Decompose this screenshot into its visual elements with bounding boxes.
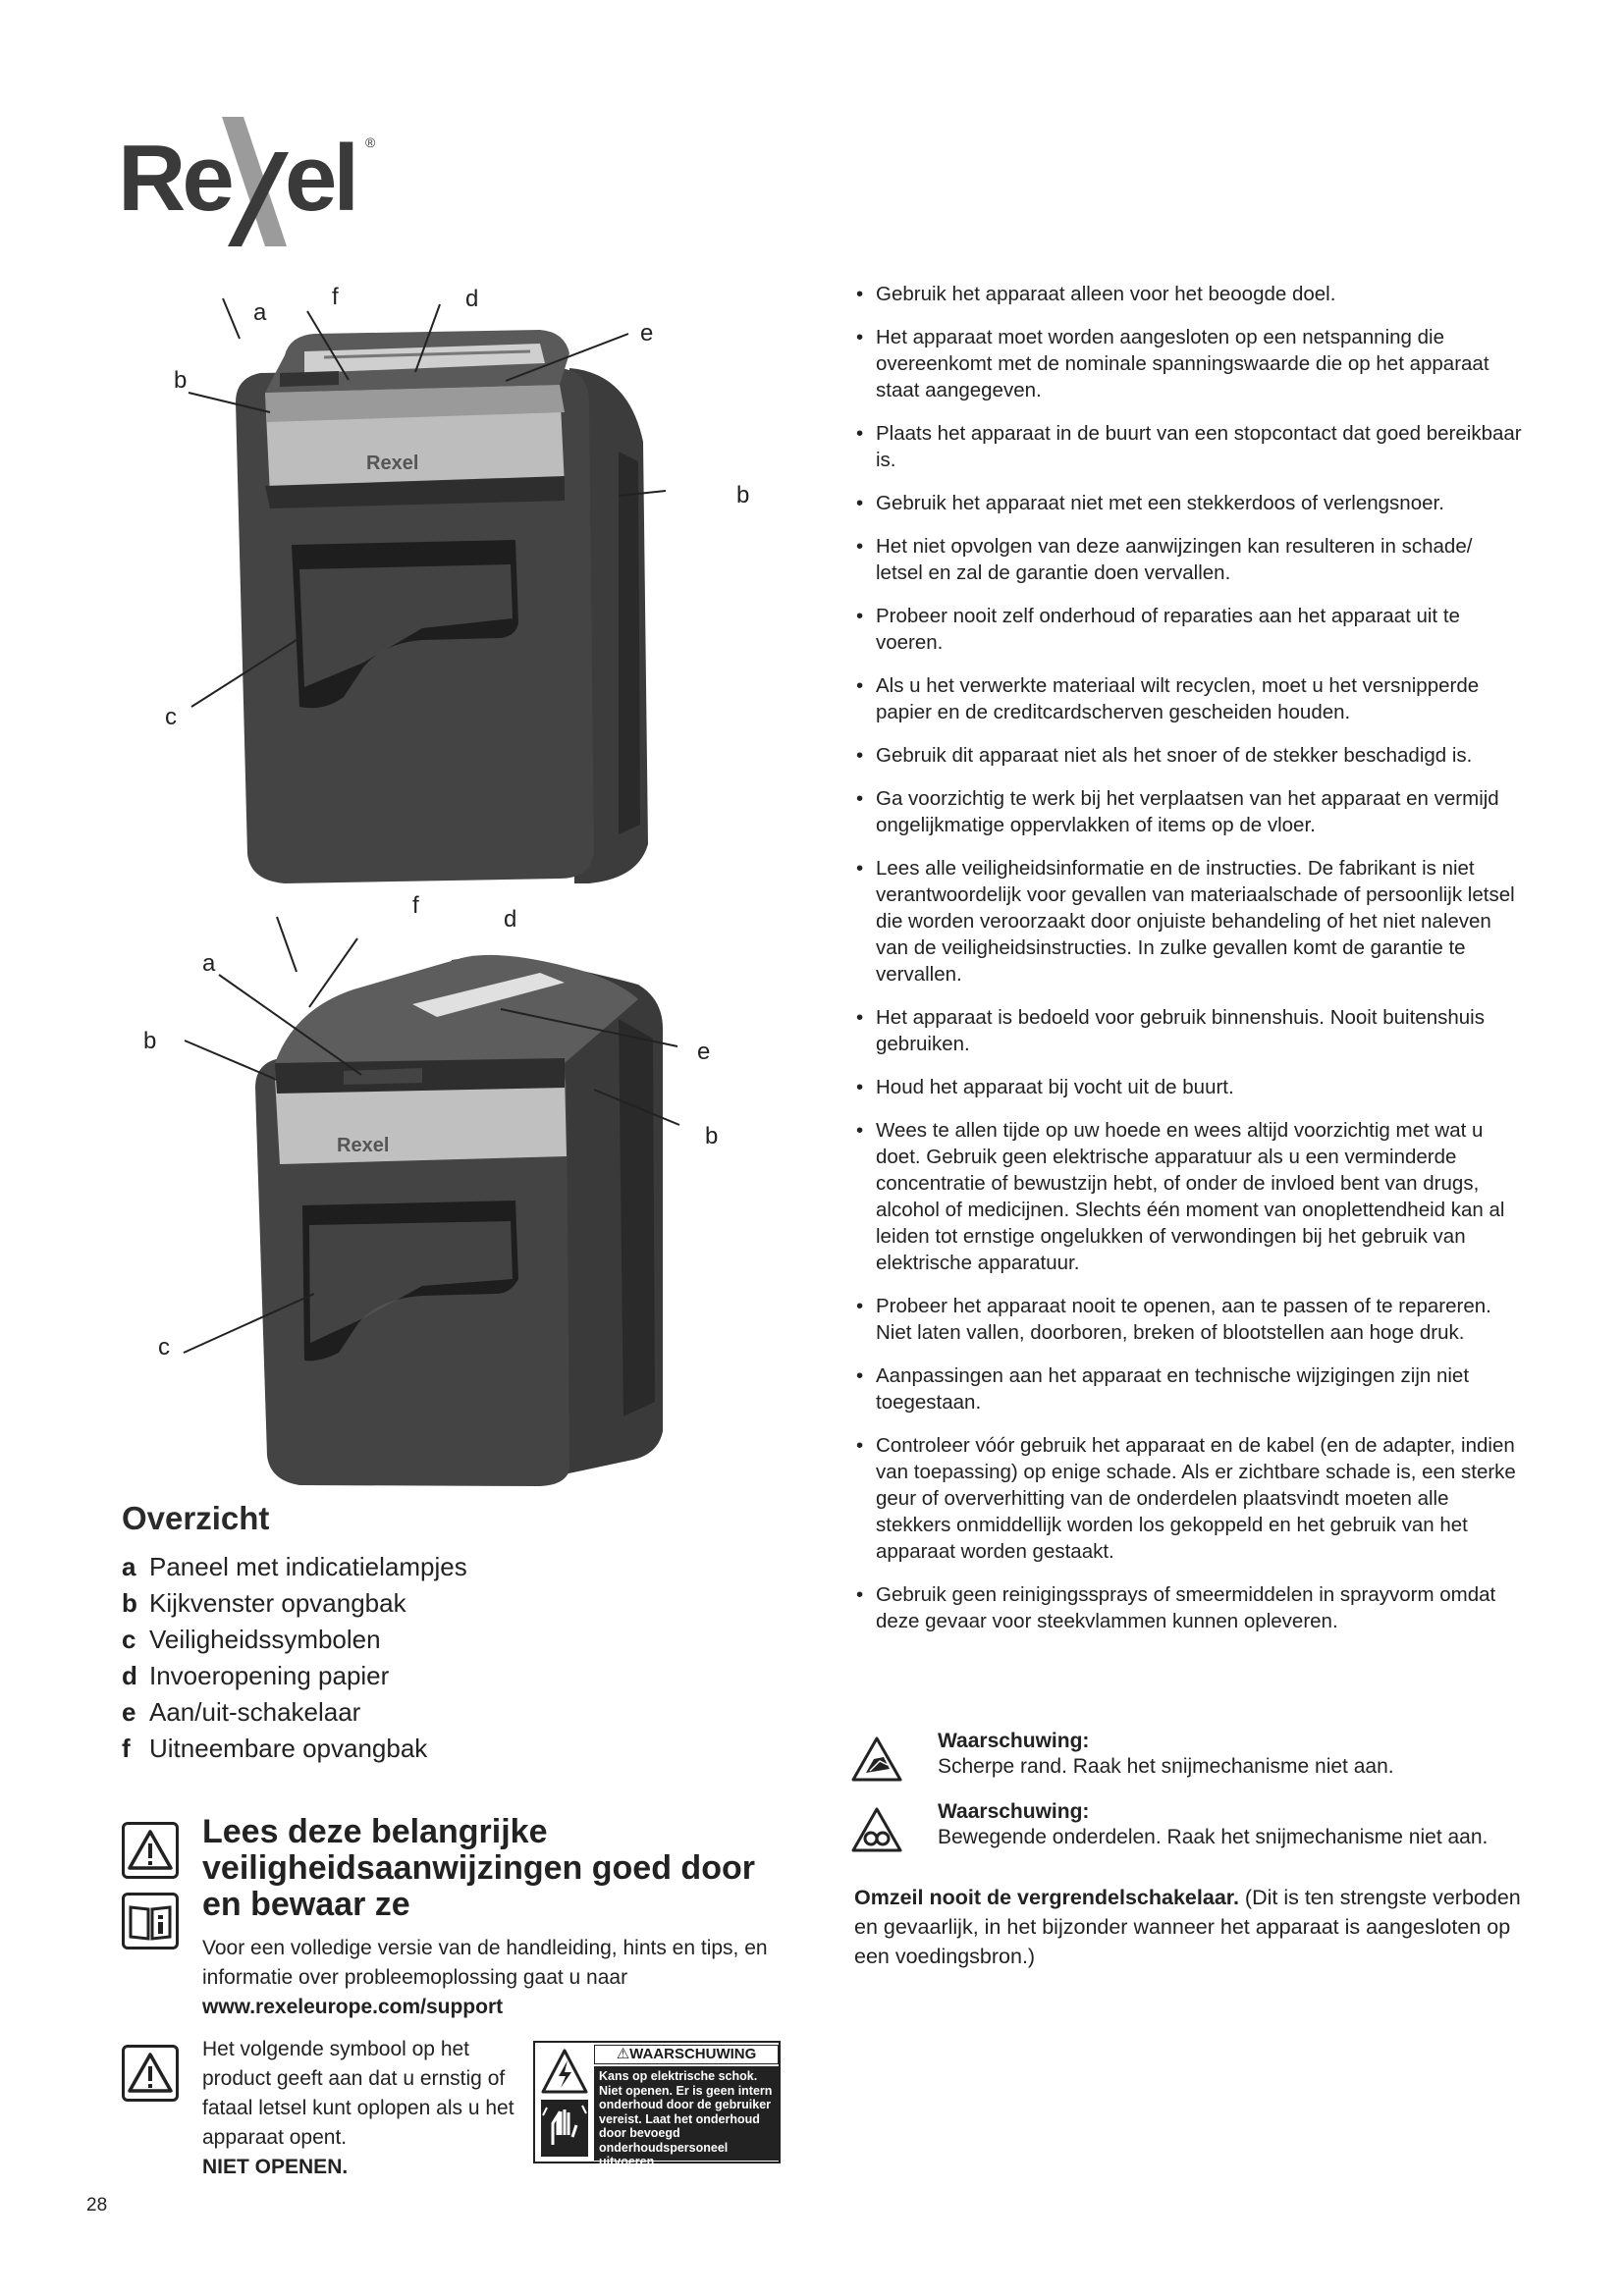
sharp-edge-warning-icon	[850, 1735, 903, 1783]
safety-description: Voor een volledige versie van de handleiding, hints en tips, en informatie over probleemoplossing gaat u naar www.rexeleurope.com/support	[202, 1934, 782, 2022]
list-item: • Gebruik het apparaat alleen voor het beoogde doel.	[854, 281, 1522, 307]
list-item: • Als u het verwerkte materiaal wilt recyclen, moet u het versnipperde papier en de creditcardscherven gescheiden houden.	[854, 672, 1522, 725]
warning-triangle-icon	[122, 2045, 179, 2102]
safety-title: Lees deze belangrijke veiligheidsaanwijzingen goed door en bewaar ze	[202, 1813, 755, 1923]
list-item: • Ga voorzichtig te werk bij het verplaatsen van het apparaat en vermijd ongelijkmatige oppervlakken of items op de vloer.	[854, 785, 1522, 838]
label-e-top: e	[640, 320, 654, 347]
label-a-top: a	[253, 299, 267, 326]
product-logo-top: Rexel	[366, 453, 419, 474]
logo-text-right: el	[285, 126, 356, 231]
label-f-bottom: f	[412, 892, 419, 919]
label-d-bottom: d	[504, 906, 517, 933]
logo-text-left: Re	[118, 126, 231, 231]
overview-item: e Aan/uit-schakelaar	[122, 1697, 361, 1727]
label-c-top: c	[165, 704, 177, 730]
list-item: • Aanpassingen aan het apparaat en technische wijzigingen zijn niet toegestaan.	[854, 1362, 1522, 1415]
label-b-right-top: b	[736, 482, 750, 508]
overview-item: d Invoeropening papier	[122, 1661, 390, 1690]
list-item: • Lees alle veiligheidsinformatie en de instructies. De fabrikant is niet verantwoordelijk voor gevallen van materiaalschade of persoonlijk letsel die worden veroorzaakt door onjuiste behandeling of het niet naleven van de veiligheidsinstructies. In zulke gevallen komt de garantie te vervallen.	[854, 855, 1522, 988]
list-item: • Probeer het apparaat nooit te openen, aan te passen of te repareren. Niet laten vallen, doorboren, breken of blootstellen aan hoge druk.	[854, 1293, 1522, 1346]
logo-x-mark	[214, 113, 293, 250]
logo-registered: ®	[365, 134, 376, 150]
symbol-explanation: Het volgende symbool op het product geeft aan dat u ernstig of fataal letsel kunt oplopen als u het apparaat opent. NIET OPENEN.	[202, 2038, 514, 2178]
list-item: • Gebruik dit apparaat niet als het snoer of de stekker beschadigd is.	[854, 742, 1522, 769]
list-item: • Controleer vóór gebruik het apparaat en de kabel (en de adapter, indien van toepassing) op enige schade. Als er zichtbare schade is, een sterke geur of oververhitting van de onderdelen plaatsvindt moeten alle stekkers onmiddellijk worden los gekoppeld en het gebruik van het apparaat worden gestaakt.	[854, 1432, 1522, 1565]
overview-title: Overzicht	[122, 1500, 270, 1536]
product-logo-bottom: Rexel	[337, 1135, 390, 1156]
shredder-illustration-bottom	[128, 891, 766, 1490]
warning-title: Waarschuwing:	[938, 1730, 1090, 1752]
list-item: • Houd het apparaat bij vocht uit de buurt.	[854, 1074, 1522, 1100]
overview-item: a Paneel met indicatielampjes	[122, 1552, 467, 1581]
label-c-bottom: c	[158, 1334, 170, 1361]
list-item: • Gebruik het apparaat niet met een stekkerdoos of verlengsnoer.	[854, 490, 1522, 516]
moving-parts-warning-icon	[850, 1806, 903, 1853]
label-a-bottom: a	[202, 950, 216, 977]
list-item: • Plaats het apparaat in de buurt van een stopcontact dat goed bereikbaar is.	[854, 420, 1522, 473]
label-d-top: d	[465, 286, 479, 312]
shredder-illustration-top	[128, 275, 766, 903]
warning-text: Bewegende onderdelen. Raak het snijmechanisme niet aan.	[938, 1826, 1489, 1848]
overview-item: f Uitneembare opvangbak	[122, 1734, 428, 1763]
warning-triangle-icon	[122, 1822, 179, 1879]
list-item: • Gebruik geen reinigingssprays of smeermiddelen in sprayvorm omdat deze gevaar voor steekvlammen kunnen opleveren.	[854, 1581, 1522, 1634]
warning-1	[938, 1730, 1394, 1781]
overview-list	[122, 1549, 467, 1767]
list-item: • Het apparaat moet worden aangesloten op een netspanning die overeenkomt met de nominale spanningswaarde die op het apparaat staat aangegeven.	[854, 324, 1522, 403]
label-b-left-bottom: b	[143, 1028, 157, 1054]
label-e-bottom: e	[697, 1039, 711, 1065]
list-item: • Het apparaat is bedoeld voor gebruik binnenshuis. Nooit buitenshuis gebruiken.	[854, 1004, 1522, 1057]
support-link[interactable]: www.rexeleurope.com/support	[202, 1996, 504, 2018]
rexel-logo	[118, 113, 383, 250]
list-item: • Het niet opvolgen van deze aanwijzingen kan resulteren in schade/ letsel en zal de garantie doen vervallen.	[854, 533, 1522, 586]
list-item: • Probeer nooit zelf onderhoud of reparaties aan het apparaat uit te voeren.	[854, 603, 1522, 656]
warning-text: Scherpe rand. Raak het snijmechanisme niet aan.	[938, 1755, 1394, 1778]
interlock-note: Omzeil nooit de vergrendelschakelaar. (Dit is ten strengste verboden en gevaarlijk, in het bijzonder wanneer het apparaat is aangesloten op een voedingsbron.)	[854, 1886, 1521, 1968]
label-f-top: f	[332, 284, 339, 310]
electric-shock-icon	[539, 2047, 590, 2161]
label-heading: ⚠WAARSCHUWING	[594, 2045, 779, 2064]
warning-title: Waarschuwing:	[938, 1800, 1090, 1823]
label-body: Kans op elektrische schok. Niet openen. Er is geen intern onderhoud door de gebruiker vereist. Laat het onderhoud door bevoegd onderhoudspersoneel uitvoeren.	[594, 2066, 779, 2161]
page-number: 28	[86, 2195, 108, 2216]
overview-item: b Kijkvenster opvangbak	[122, 1588, 406, 1618]
safety-bullet-list	[854, 281, 1522, 1651]
overview-item: c Veiligheidssymbolen	[122, 1625, 381, 1654]
label-b-right-bottom: b	[705, 1123, 719, 1149]
list-item: • Wees te allen tijde op uw hoede en wees altijd voorzichtig met wat u doet. Gebruik geen elektrische apparatuur als u een verminderde concentratie of bewustzijn hebt, of onder de invloed bent van drugs, alcohol of medicijnen. Slechts één moment van onoplettendheid kan al leiden tot ernstige ongelukken of verwondingen bij het gebruik van elektrische apparatuur.	[854, 1117, 1522, 1276]
label-b-left-top: b	[174, 367, 188, 394]
warning-2	[938, 1800, 1527, 1851]
manual-book-icon	[122, 1893, 179, 1949]
electric-shock-warning-label	[533, 2041, 781, 2168]
